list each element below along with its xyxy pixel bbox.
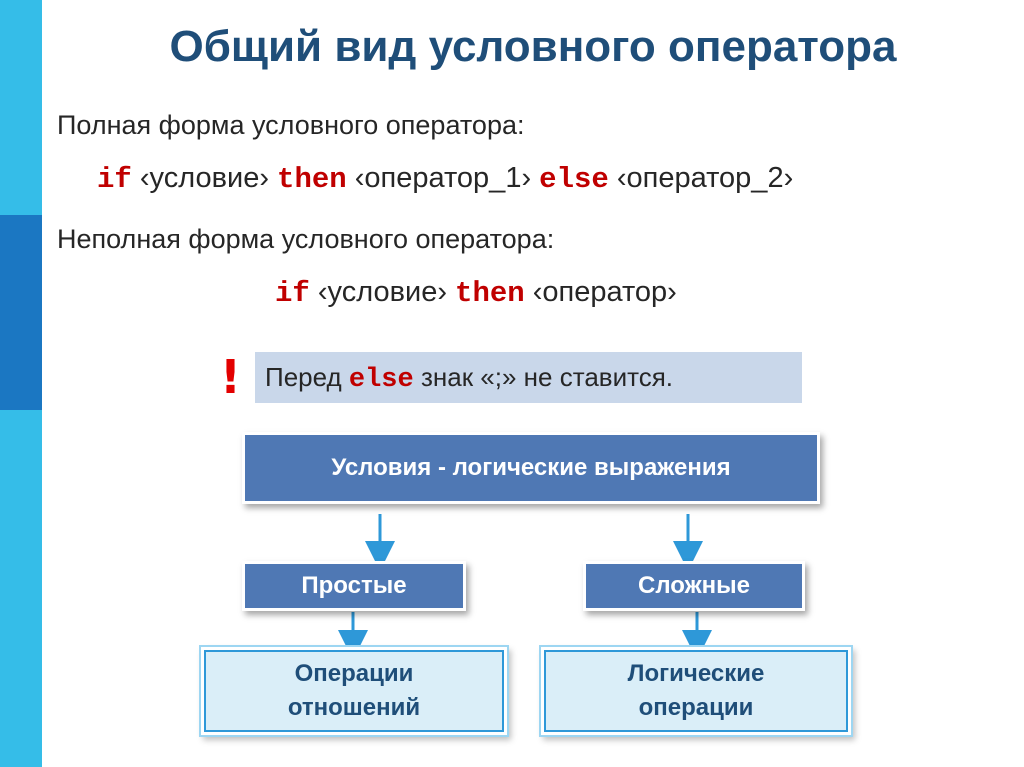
keyword-else: else (539, 163, 609, 196)
warning-icon: ! (220, 350, 241, 404)
keyword-if: if (275, 277, 310, 310)
complex-conditions-box: Сложные (586, 564, 802, 608)
operator-placeholder: ‹оператор› (532, 276, 677, 308)
simple-conditions-box: Простые (245, 564, 463, 608)
condition-placeholder: ‹условие› (139, 162, 269, 194)
keyword-else: else (348, 365, 414, 395)
operator1-placeholder: ‹оператор_1› (354, 162, 532, 194)
keyword-if: if (97, 163, 132, 196)
condition-placeholder: ‹условие› (317, 276, 447, 308)
keyword-then: then (455, 277, 525, 310)
logical-operations-box (544, 650, 848, 732)
full-form-label: Полная форма условного оператора: (57, 110, 525, 140)
operator2-placeholder: ‹оператор_2› (616, 162, 794, 194)
logical-operations-line1: Логические (627, 660, 765, 687)
logical-operations-line2: операции (638, 694, 754, 721)
slide-title: Общий вид условного оператора (169, 22, 897, 71)
note-before: Перед (265, 362, 342, 392)
conditions-root-box: Условия - логические выражения (245, 435, 817, 501)
keyword-then: then (277, 163, 347, 196)
note-after: знак «;» не ставится. (420, 362, 674, 392)
relation-operations-line1: Операции (294, 660, 414, 687)
relation-operations-line2: отношений (287, 694, 421, 721)
short-form-label: Неполная форма условного оператора: (57, 224, 555, 254)
relation-operations-box (204, 650, 504, 732)
